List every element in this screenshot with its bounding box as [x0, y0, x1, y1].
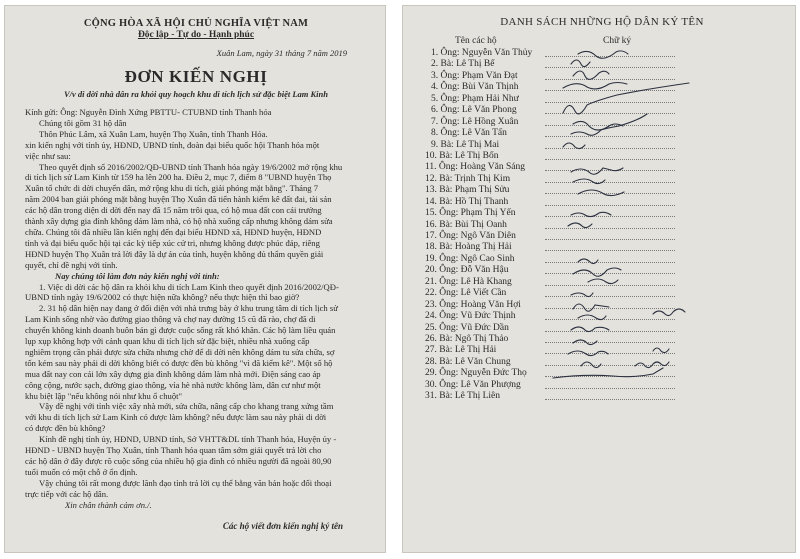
- signature-list-title: DANH SÁCH NHỮNG HỘ DÂN KÝ TÊN: [500, 16, 704, 28]
- household-name: 18. Bà: Hoàng Thị Hải: [425, 242, 512, 253]
- signature-mark: [578, 259, 598, 264]
- petition-line: các hộ dân trong diện di dời đến nay đã 15 năm trôi qua, có hộ mua đất con cái trưởng: [25, 205, 322, 216]
- petition-line: Thôn Phúc Lâm, xã Xuân Lam, huyện Thọ Xuân, tỉnh Thanh Hóa.: [39, 128, 268, 139]
- petition-line: Kính gửi: Ông: Nguyễn Đình Xứng PBTTU- CTUBND tỉnh Thanh hóa: [25, 107, 272, 117]
- document-subtitle: V/v di dời nhà dân ra khỏi quy hoạch khu di tích lịch sử đặc biệt Lam Kinh: [64, 89, 328, 99]
- petition-line: khu biệt lập "nếu không nói như khu ổ chuột": [25, 390, 183, 401]
- column-header-name: Tên các hộ: [455, 36, 497, 46]
- petition-line: lụp xụp không hợp với cảnh quan khu di tích lịch sử đặc biệt, nhiều nhà xuống cấp: [25, 336, 310, 347]
- household-name: 29. Ông: Nguyễn Đức Thọ: [425, 368, 527, 379]
- household-name: 28. Bà: Lê Văn Chung: [425, 356, 511, 367]
- petition-line: Vậy chúng tôi rất mong được lãnh đạo tỉnh trả lời cụ thể bằng văn bản hoặc đối thoại: [39, 477, 332, 488]
- signature-mark: [568, 348, 669, 356]
- petition-line: Nay chúng tôi làm đơn này kiến nghị với tỉnh:: [55, 270, 220, 281]
- household-name: 5. Ông: Phạm Hải Như: [431, 93, 519, 104]
- petition-line: xin kiến nghị với tỉnh ủy, HĐND, UBND tỉnh, đoàn đại biểu quốc hội Thanh hóa một: [25, 139, 320, 150]
- household-name: 15. Ông: Phạm Thị Yến: [425, 208, 516, 219]
- signature-mark: [573, 340, 597, 345]
- petition-line: tốn kém sau này phải di dời không biết có được đền bù không "vì đã kiểm kê". Một số hộ: [25, 357, 333, 368]
- petition-line: HĐND huyện Thọ Xuân trả lời đây là dự án của tỉnh, huyện không đủ thẩm quyền giải: [25, 248, 324, 259]
- petition-line: 2. 31 hộ dân hiện nay đang ở đối diện với nhà trưng bày ở khu trung tâm di tích lịch sử: [39, 303, 338, 314]
- household-name: 20. Ông: Đỗ Văn Hậu: [425, 265, 509, 276]
- household-name: 4. Ông: Bùi Văn Thịnh: [431, 82, 519, 93]
- household-name: 17. Ông: Ngô Văn Diên: [425, 231, 516, 241]
- household-name: 9. Bà: Lê Thị Mai: [431, 139, 500, 150]
- petition-line: chuyển không kinh doanh buôn bán gì được cuộc sống rất khó khăn. Các hộ làm liều quán: [25, 325, 336, 336]
- petition-line: có được đền bù không?: [25, 423, 106, 434]
- petition-line: tuổi muốn có một chỗ ở ổn định.: [25, 466, 138, 477]
- national-header: CỘNG HÒA XÃ HỘI CHỦ NGHĨA VIỆT NAM: [83, 18, 309, 29]
- household-name: 21. Ông: Lê Hà Khang: [425, 276, 512, 287]
- household-name: 24. Ông: Vũ Đức Thịnh: [425, 311, 516, 322]
- column-header-signature: Chữ ký: [603, 36, 632, 46]
- household-name: 2. Bà: Lê Thị Bể: [431, 59, 495, 70]
- signature-mark: [573, 268, 621, 276]
- household-name: 31. Bà: Lê Thị Liên: [425, 391, 501, 402]
- signature-mark: [553, 362, 669, 378]
- petition-line: chữa. Chúng tôi đã nhiều lần kiến nghị đến đại biểu HĐND xã, HĐND huyện, HĐND: [25, 226, 322, 237]
- petition-line: thành xây dựng gia đình không dám làm nhà, có hộ nhà xuống cấp nhưng không dám sửa: [25, 216, 333, 227]
- signature-mark: [578, 190, 624, 196]
- household-name: 11. Ông: Hoàng Văn Sáng: [425, 162, 526, 173]
- petition-line: Kính đề nghị tỉnh ủy, HĐND, UBND tỉnh, Sở VHTT&DL tỉnh Thanh hóa, Huyện ủy -: [39, 434, 337, 445]
- signature-mark: [568, 223, 592, 228]
- petition-line: di tích lịch sử Lam Kinh từ 159 ha lên 200 ha. Điều 2, mục 7, điểm 8 "UBND huyện Thọ: [25, 172, 332, 183]
- petition-body: [25, 107, 367, 511]
- petition-line: nghiêm trọng cần phải được sửa chữa nhưng chờ để di dời nên không dám tu sửa chữa, sợ: [25, 346, 335, 357]
- petition-line: việc như sau:: [25, 150, 71, 161]
- household-name: 25. Ông: Vũ Đức Dần: [425, 322, 509, 333]
- national-motto: Độc lập - Tự do - Hạnh phúc: [137, 30, 255, 40]
- petition-line: năm 2004 ban giải phóng mặt bằng huyện Thọ Xuân đã tiến hành kiểm kê đất đai, tài sản: [25, 194, 332, 205]
- signature-mark: [571, 168, 623, 174]
- household-name: 7. Ông: Lê Hồng Xuân: [431, 116, 519, 127]
- dateline: Xuân Lam, ngày 31 tháng 7 năm 2019: [216, 48, 347, 58]
- petition-line: HĐND - UBND huyện Thọ Xuân, tỉnh Thanh hóa quan tâm sớm giải quyết trả lời cho: [25, 445, 322, 456]
- petition-line: Vậy đề nghị với tỉnh việc xây nhà mới, sửa chữa, nâng cấp cho khang trang xứng tầm: [39, 401, 334, 412]
- petition-page: [4, 5, 386, 553]
- petition-line: trực tiếp với các hộ dân.: [25, 488, 109, 499]
- signature-mark: [573, 71, 609, 79]
- household-name: 12. Bà: Trịnh Thị Kim: [425, 173, 511, 184]
- petition-line: tỉnh và đại biểu quốc hội tại các kỳ tiếp xúc cử tri, nhưng không được phúc đáp, riêng: [25, 237, 320, 248]
- photo-gutter: [386, 0, 402, 559]
- petition-line: công cộng, nước sạch, đường giao thông, vỉa hè nhà nước không làm, dân cư như một: [25, 379, 321, 390]
- document-title: ĐƠN KIẾN NGHỊ: [124, 67, 268, 86]
- petition-line: các hộ dân ở đây được rõ cuộc sống của nhiều hộ gia đình có nhiều người đã ngoài 80,90: [25, 456, 332, 466]
- handwritten-signatures: [403, 6, 796, 553]
- household-name: 23. Ông: Hoàng Văn Hợi: [425, 299, 521, 310]
- signature-mark: [578, 309, 685, 320]
- household-name: 30. Ông: Lê Văn Phượng: [425, 379, 521, 390]
- signature-mark: [563, 83, 627, 89]
- household-name: 6. Ông: Lê Văn Phong: [431, 105, 517, 116]
- petition-line: Lam Kinh sống nhờ vào đường giao thông và chợ nay đường 15 cũ đã rào, chợ đã di: [25, 314, 316, 325]
- household-name: 14. Bà: Hồ Thị Thanh: [425, 196, 509, 207]
- household-name: 13. Bà: Phạm Thị Sửu: [425, 185, 510, 196]
- household-name: 26. Bà: Ngô Thị Thảo: [425, 333, 509, 344]
- petition-line: 1. Việc di dời các hộ dân ra khỏi khu di tích Lam Kinh theo quyết định 2016/2002/QĐ-: [39, 281, 339, 292]
- petition-line: Chúng tôi gồm 31 hộ dân: [39, 117, 127, 128]
- household-name: 3. Ông: Phạm Văn Đạt: [431, 70, 518, 81]
- petition-line: với khu di tích lịch sử Lam Kinh có được làm không? nếu được làm sau này phải di dời: [25, 412, 327, 423]
- signature-mark: [581, 362, 601, 368]
- signature-note: Các hộ viết đơn kiến nghị ký tên: [222, 520, 343, 531]
- household-name: 1. Ông: Nguyễn Văn Thủy: [431, 48, 533, 58]
- petition-line: quyết, chỉ đề nghị với tỉnh.: [25, 259, 118, 270]
- signature-mark: [571, 293, 593, 297]
- signature-mark: [573, 179, 605, 184]
- household-name: 27. Bà: Lê Thị Hải: [425, 345, 497, 356]
- signature-mark: [573, 304, 609, 311]
- petition-line: Xuân tổ chức di dời chuyển dân, mở rộng khu di tích, giải phóng mặt bằng". Tháng 7: [25, 183, 318, 194]
- household-name: 19. Ông: Ngô Cao Sinh: [425, 253, 515, 264]
- household-name: 8. Ông: Lê Văn Tấn: [431, 128, 507, 139]
- signature-mark: [578, 51, 628, 58]
- signature-page: [402, 5, 796, 553]
- petition-line: mua đất nay con cái lớn xây dựng gia đình không dám làm nhà mới. Điện sáng cao áp: [25, 368, 321, 379]
- household-name: 16. Bà: Bùi Thị Oanh: [425, 219, 507, 230]
- household-name: 22. Ông: Lê Viết Cần: [425, 288, 507, 299]
- signature-mark: [571, 60, 590, 67]
- signature-mark: [571, 212, 611, 216]
- signature-mark: [588, 279, 618, 284]
- petition-line: Theo quyết định số 2016/2002/QĐ-UBND tỉnh Thanh hóa ngày 19/6/2002 mở rộng khu: [39, 161, 343, 172]
- signature-mark: [563, 83, 689, 114]
- household-name: 10. Bà: Lê Thị Bốn: [425, 150, 499, 161]
- signature-mark: [571, 114, 647, 135]
- petition-line: UBND tỉnh ngày 19/6/2002 có thực hiện nữa không? nếu thực hiện thì bao giờ?: [25, 292, 300, 303]
- signature-mark: [573, 121, 623, 130]
- signature-mark: [563, 143, 585, 149]
- petition-line: Xin chân thành cảm ơn./.: [65, 499, 152, 510]
- signature-mark: [571, 327, 609, 332]
